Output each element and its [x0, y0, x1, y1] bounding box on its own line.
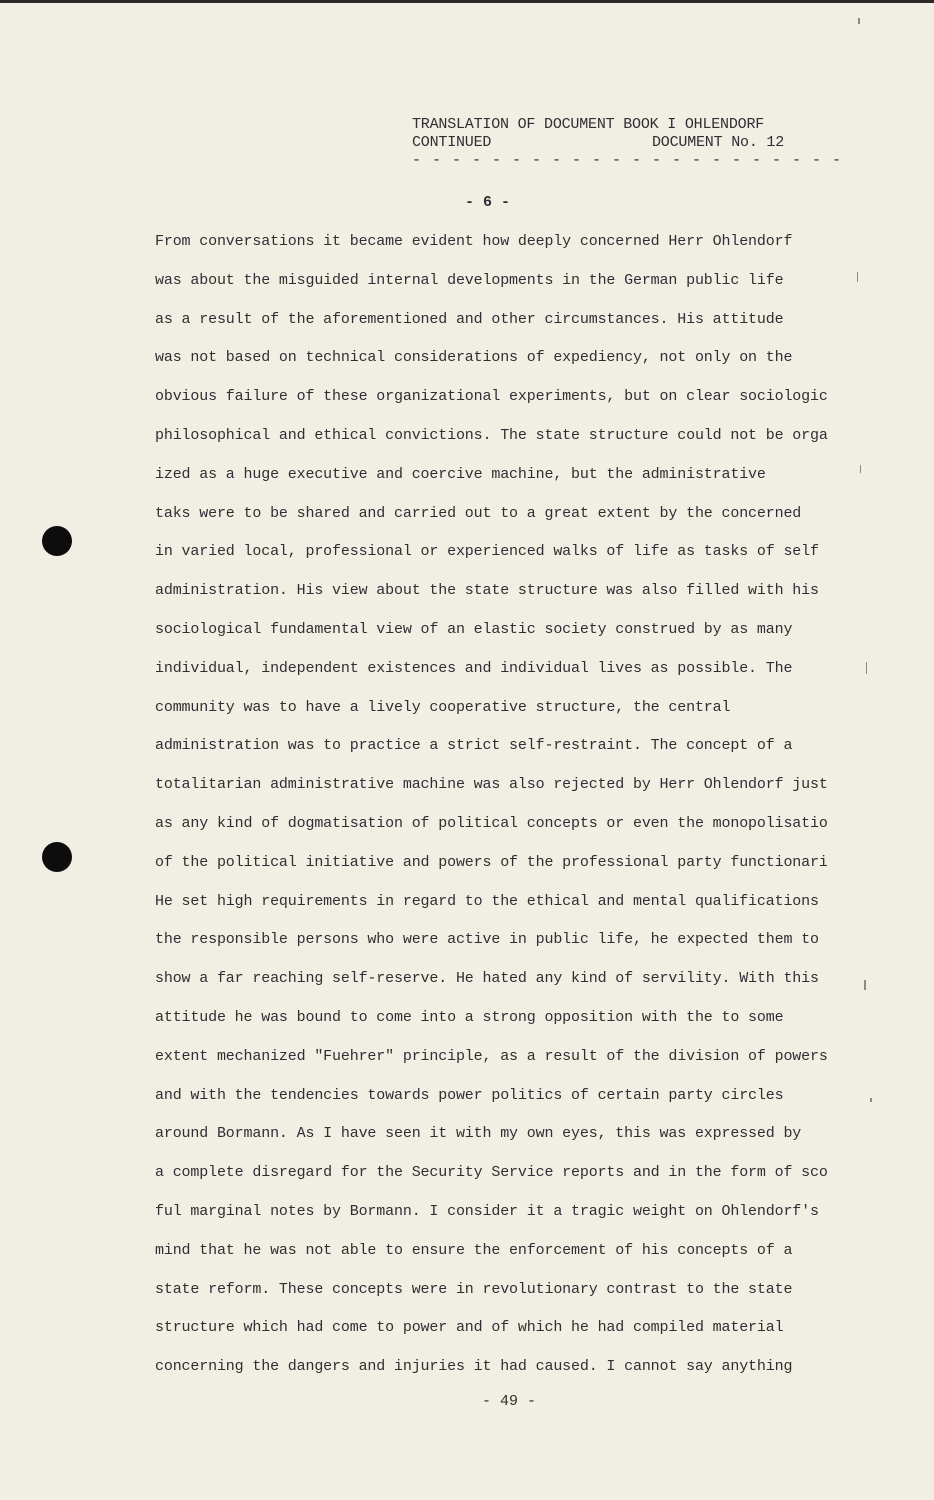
top-border: [0, 0, 934, 3]
body-line: the responsible persons who were active in public life, he expected them to: [155, 931, 819, 949]
header-title: TRANSLATION OF DOCUMENT BOOK I OHLENDORF: [412, 116, 765, 133]
body-line: taks were to be shared and carried out to a great extent by the concerned: [155, 504, 802, 522]
body-line: totalitarian administrative machine was also rejected by Herr Ohlendorf just: [155, 776, 828, 794]
body-line: as a result of the aforementioned and other circumstances. His attitude: [155, 310, 784, 328]
body-text: [155, 232, 895, 1396]
header-divider: - - - - - - - - - - - - - - - - - - - - - -: [412, 152, 843, 169]
body-line: From conversations it became evident how deeply concerned Herr Ohlendorf: [155, 233, 793, 250]
body-line: a complete disregard for the Security Service reports and in the form of sco: [155, 1164, 828, 1182]
body-line: attitude he was bound to come into a strong opposition with the to some: [155, 1008, 784, 1026]
body-line: of the political initiative and powers of the professional party functionari: [155, 853, 828, 871]
footer-page-number: - 49 -: [482, 1393, 537, 1410]
paper-speck: [870, 1098, 872, 1102]
body-line: philosophical and ethical convictions. The state structure could not be orga: [155, 426, 828, 444]
paper-speck: [864, 980, 866, 990]
paper-speck: [860, 465, 861, 473]
header-subtitle: [412, 134, 784, 151]
body-line: community was to have a lively cooperative structure, the central: [155, 698, 731, 716]
body-line: and with the tendencies towards power politics of certain party circles: [155, 1086, 784, 1104]
body-line: was not based on technical considerations of expediency, not only on the: [155, 349, 793, 367]
body-line: He set high requirements in regard to the ethical and mental qualifications: [155, 892, 819, 910]
paper-speck: [857, 272, 858, 282]
body-line: was about the misguided internal developments in the German public life: [155, 271, 784, 289]
body-line: show a far reaching self-reserve. He hated any kind of servility. With this: [155, 970, 819, 988]
paper-speck: [866, 662, 867, 674]
body-line: sociological fundamental view of an elastic society construed by as many: [155, 620, 793, 638]
body-line: in varied local, professional or experienced walks of life as tasks of self: [155, 543, 819, 561]
body-line: extent mechanized "Fuehrer" principle, as a result of the division of powers: [155, 1047, 828, 1065]
body-line: ized as a huge executive and coercive machine, but the administrative: [155, 465, 766, 483]
body-line: as any kind of dogmatisation of political concepts or even the monopolisatio: [155, 814, 828, 832]
body-line: obvious failure of these organizational experiments, but on clear sociologic: [155, 388, 828, 406]
header-continued: CONTINUED: [412, 134, 492, 151]
paper-speck: [858, 18, 860, 24]
body-line: administration was to practice a strict self-restraint. The concept of a: [155, 737, 793, 755]
body-line: administration. His view about the state structure was also filled with his: [155, 582, 819, 600]
body-line: around Bormann. As I have seen it with my own eyes, this was expressed by: [155, 1125, 802, 1143]
body-line: structure which had come to power and of which he had compiled material: [155, 1319, 784, 1337]
body-line: concerning the dangers and injuries it had caused. I cannot say anything: [155, 1358, 793, 1376]
header-document-number: DOCUMENT No. 12: [652, 134, 785, 151]
body-line: state reform. These concepts were in revolutionary contrast to the state: [155, 1280, 793, 1298]
body-line: mind that he was not able to ensure the enforcement of his concepts of a: [155, 1241, 793, 1259]
punch-hole: [42, 526, 72, 556]
body-line: individual, independent existences and individual lives as possible. The: [155, 659, 793, 677]
page-number: - 6 -: [465, 194, 511, 211]
body-line: ful marginal notes by Bormann. I consider it a tragic weight on Ohlendorf's: [155, 1202, 819, 1220]
punch-hole: [42, 842, 72, 872]
